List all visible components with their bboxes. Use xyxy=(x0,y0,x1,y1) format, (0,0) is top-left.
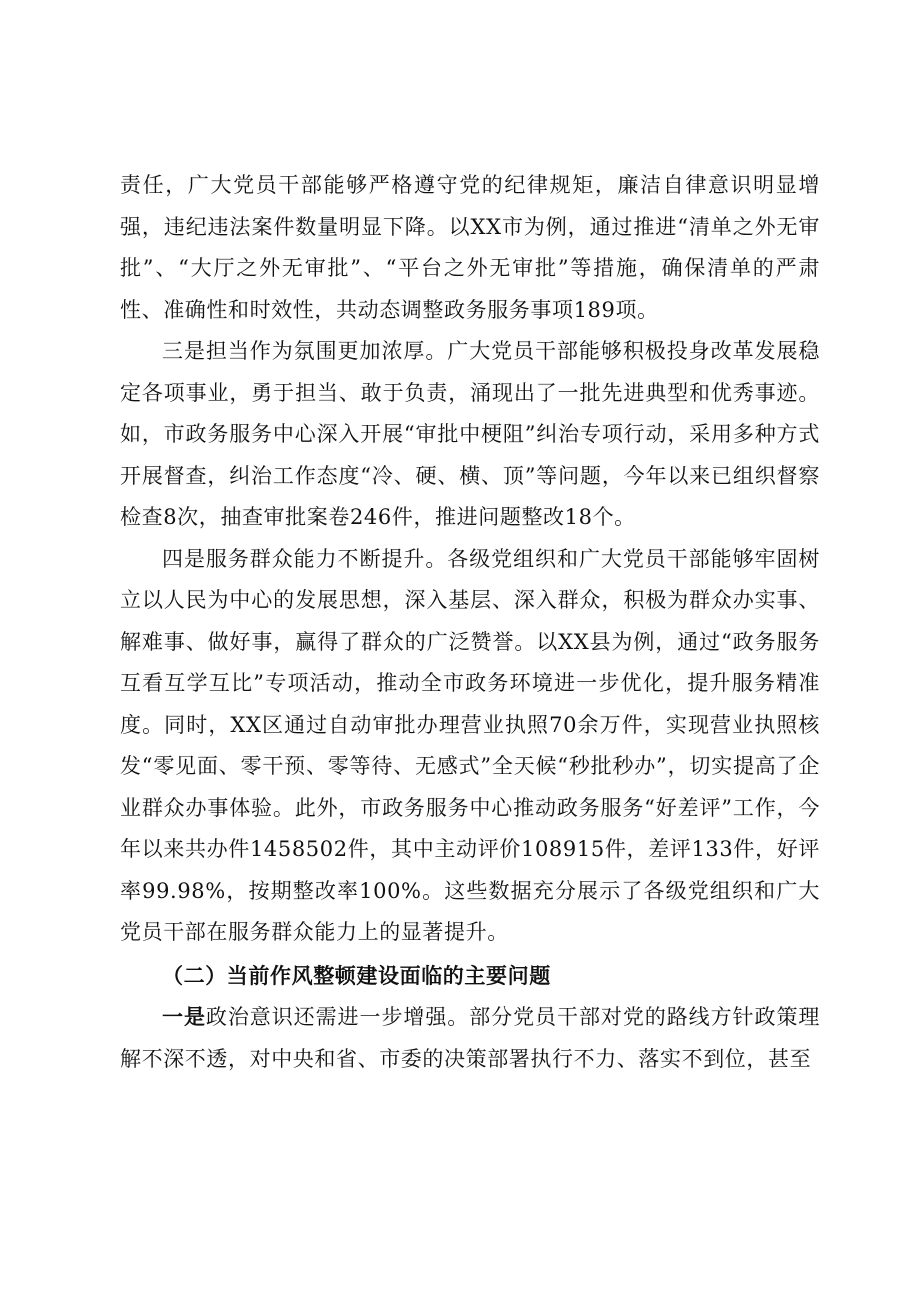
document-body xyxy=(120,165,820,1080)
paragraph-three: 三是担当作为氛围更加浓厚。广大党员干部能够积极投身改革发展稳定各项事业，勇于担当、敢于负责，涌现出了一批先进典型和优秀事迹。如，市政务服务中心深入开展“审批中梗阻”纠治专项行动，采用多种方式开展督查，纠治工作态度“冷、硬、横、顶”等问题，今年以来已组织督察检查8次，抽查审批案卷246件，推进问题整改18个。 xyxy=(120,339,820,529)
paragraph-lead: 一是 xyxy=(162,1005,206,1029)
paragraph-four: 四是服务群众能力不断提升。各级党组织和广大党员干部能够牢固树立以人民为中心的发展思想，深入基层、深入群众，积极为群众办实事、解难事、做好事，赢得了群众的广泛赞誉。以XX县为例，通过“政务服务互看互学互比”专项活动，推动全市政务环境进一步优化，提升服务精准度。同时，XX区通过自动审批办理营业执照70余万件，实现营业执照核发“零见面、零干预、零等待、无感式”全天候“秒批秒办”，切实提高了企业群众办事体验。此外，市政务服务中心推动政务服务“好差评”工作，今年以来共办件1458502件，其中主动评价108915件，差评133件，好评率99.98%，按期整改率100%。这些数据充分展示了各级党组织和广大党员干部在服务群众能力上的显著提升。 xyxy=(120,546,820,944)
section-heading: （二）当前作风整顿建设面临的主要问题 xyxy=(162,963,551,988)
paragraph-continuation: 责任，广大党员干部能够严格遵守党的纪律规矩，廉洁自律意识明显增强，违纪违法案件数量明显下降。以XX市为例，通过推进“清单之外无审批”、“大厅之外无审批”、“平台之外无审批”等措施，确保清单的严肃性、准确性和时效性，共动态调整政务服务事项189项。 xyxy=(120,173,820,322)
paragraph-problem-one xyxy=(120,997,820,1080)
paragraph-problem-one-text: 政治意识还需进一步增强。部分党员干部对党的路线方针政策理解不深不透，对中央和省、市委的决策部署执行不力、落实不到位，甚至 xyxy=(120,1005,820,1071)
